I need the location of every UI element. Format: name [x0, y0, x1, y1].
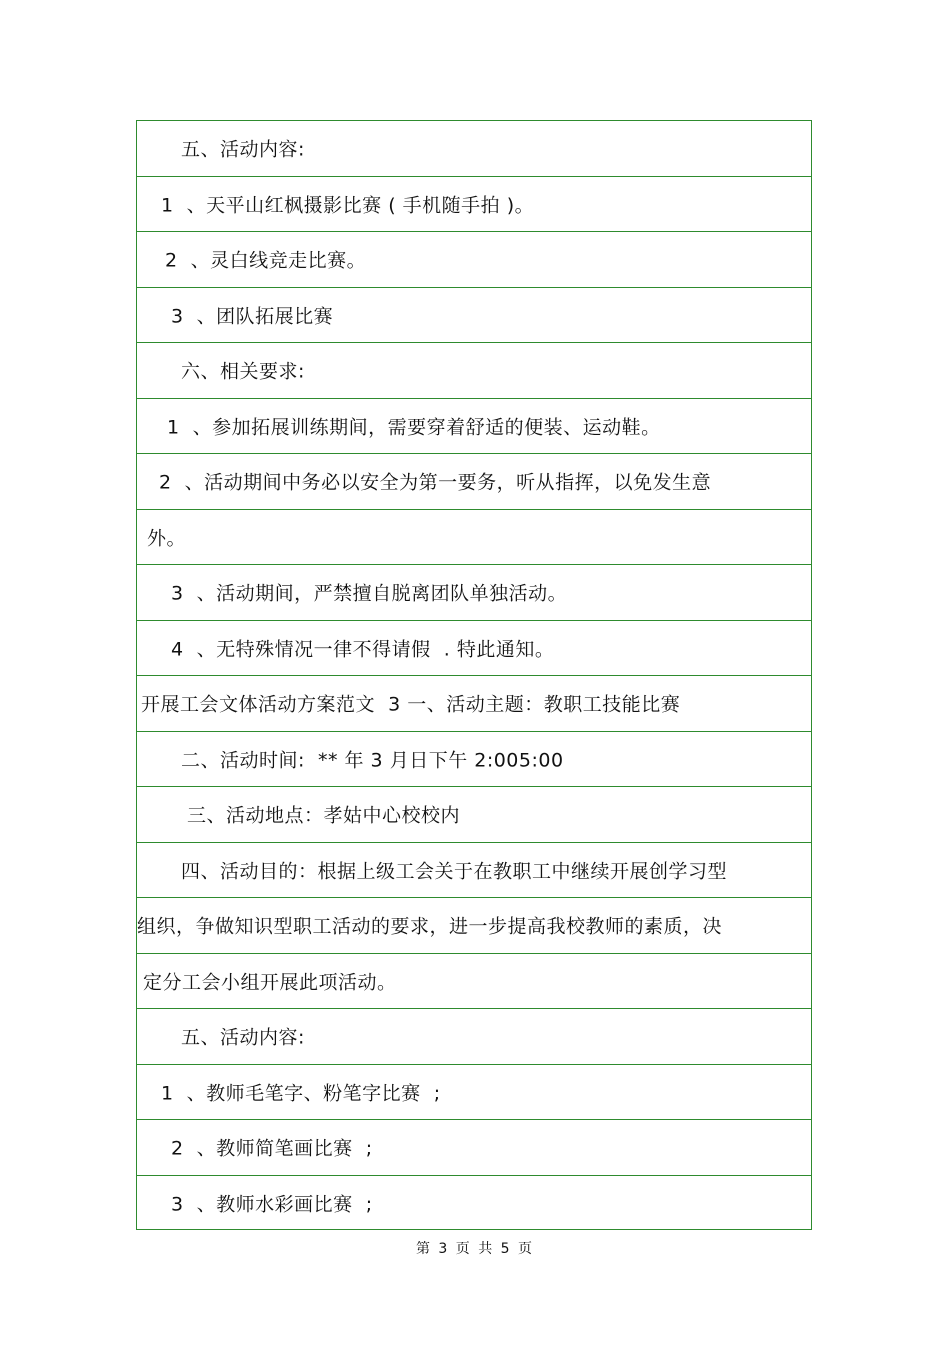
line-text: 3 、活动期间，严禁擅自脱离团队单独活动。 [171, 582, 568, 605]
document-line [137, 510, 811, 566]
line-text: 1 、教师毛笔字、粉笔字比赛 ; [161, 1082, 441, 1105]
document-line [137, 565, 811, 621]
document-line [137, 843, 811, 899]
document-line [137, 177, 811, 233]
document-line [137, 343, 811, 399]
line-text: 二、活动时间: ** 年 3 月日下午 2:005:00 [181, 749, 564, 772]
line-text: 3 、团队拓展比赛 [171, 305, 334, 328]
line-text: 五、活动内容: [181, 138, 305, 161]
document-line [137, 1009, 811, 1065]
document-line [137, 954, 811, 1010]
document-line [137, 676, 811, 732]
line-text: 定分工会小组开展此项活动。 [143, 971, 397, 994]
line-text: 4 、无特殊情况一律不得请假 . 特此通知。 [171, 638, 555, 661]
document-line [137, 732, 811, 788]
line-text: 开展工会文体活动方案范文 3 一、活动主题：教职工技能比赛 [141, 693, 681, 716]
document-line [137, 454, 811, 510]
line-text: 五、活动内容: [181, 1026, 305, 1049]
document-line [137, 399, 811, 455]
line-text: 组织，争做知识型职工活动的要求，进一步提高我校教师的素质，决 [137, 915, 723, 938]
page-number-footer: 第 3 页 共 5 页 [415, 1241, 535, 1257]
document-line [137, 1120, 811, 1176]
document-line [137, 288, 811, 344]
document-line [137, 1176, 811, 1232]
document-line [137, 787, 811, 843]
line-text: 1 、天平山红枫摄影比赛 ( 手机随手拍 )。 [161, 194, 535, 217]
line-text: 四、活动目的：根据上级工会关于在教职工中继续开展创学习型 [181, 860, 728, 883]
line-text: 2 、灵白线竞走比赛。 [165, 249, 367, 272]
line-text: 3 、教师水彩画比赛 ; [171, 1193, 373, 1216]
line-text: 2 、活动期间中务必以安全为第一要务，听从指挥，以免发生意 [159, 471, 712, 494]
document-ruled-box [136, 120, 812, 1230]
line-text: 1 、参加拓展训练期间，需要穿着舒适的便装、运动鞋。 [167, 416, 661, 439]
line-text: 外。 [147, 527, 187, 550]
line-text: 三、活动地点：孝姑中心校校内 [187, 804, 461, 827]
line-text: 2 、教师简笔画比赛 ; [171, 1137, 373, 1160]
document-line [137, 121, 811, 177]
document-line [137, 232, 811, 288]
document-line [137, 898, 811, 954]
document-line [137, 1065, 811, 1121]
line-text: 六、相关要求: [181, 360, 305, 383]
document-line [137, 621, 811, 677]
